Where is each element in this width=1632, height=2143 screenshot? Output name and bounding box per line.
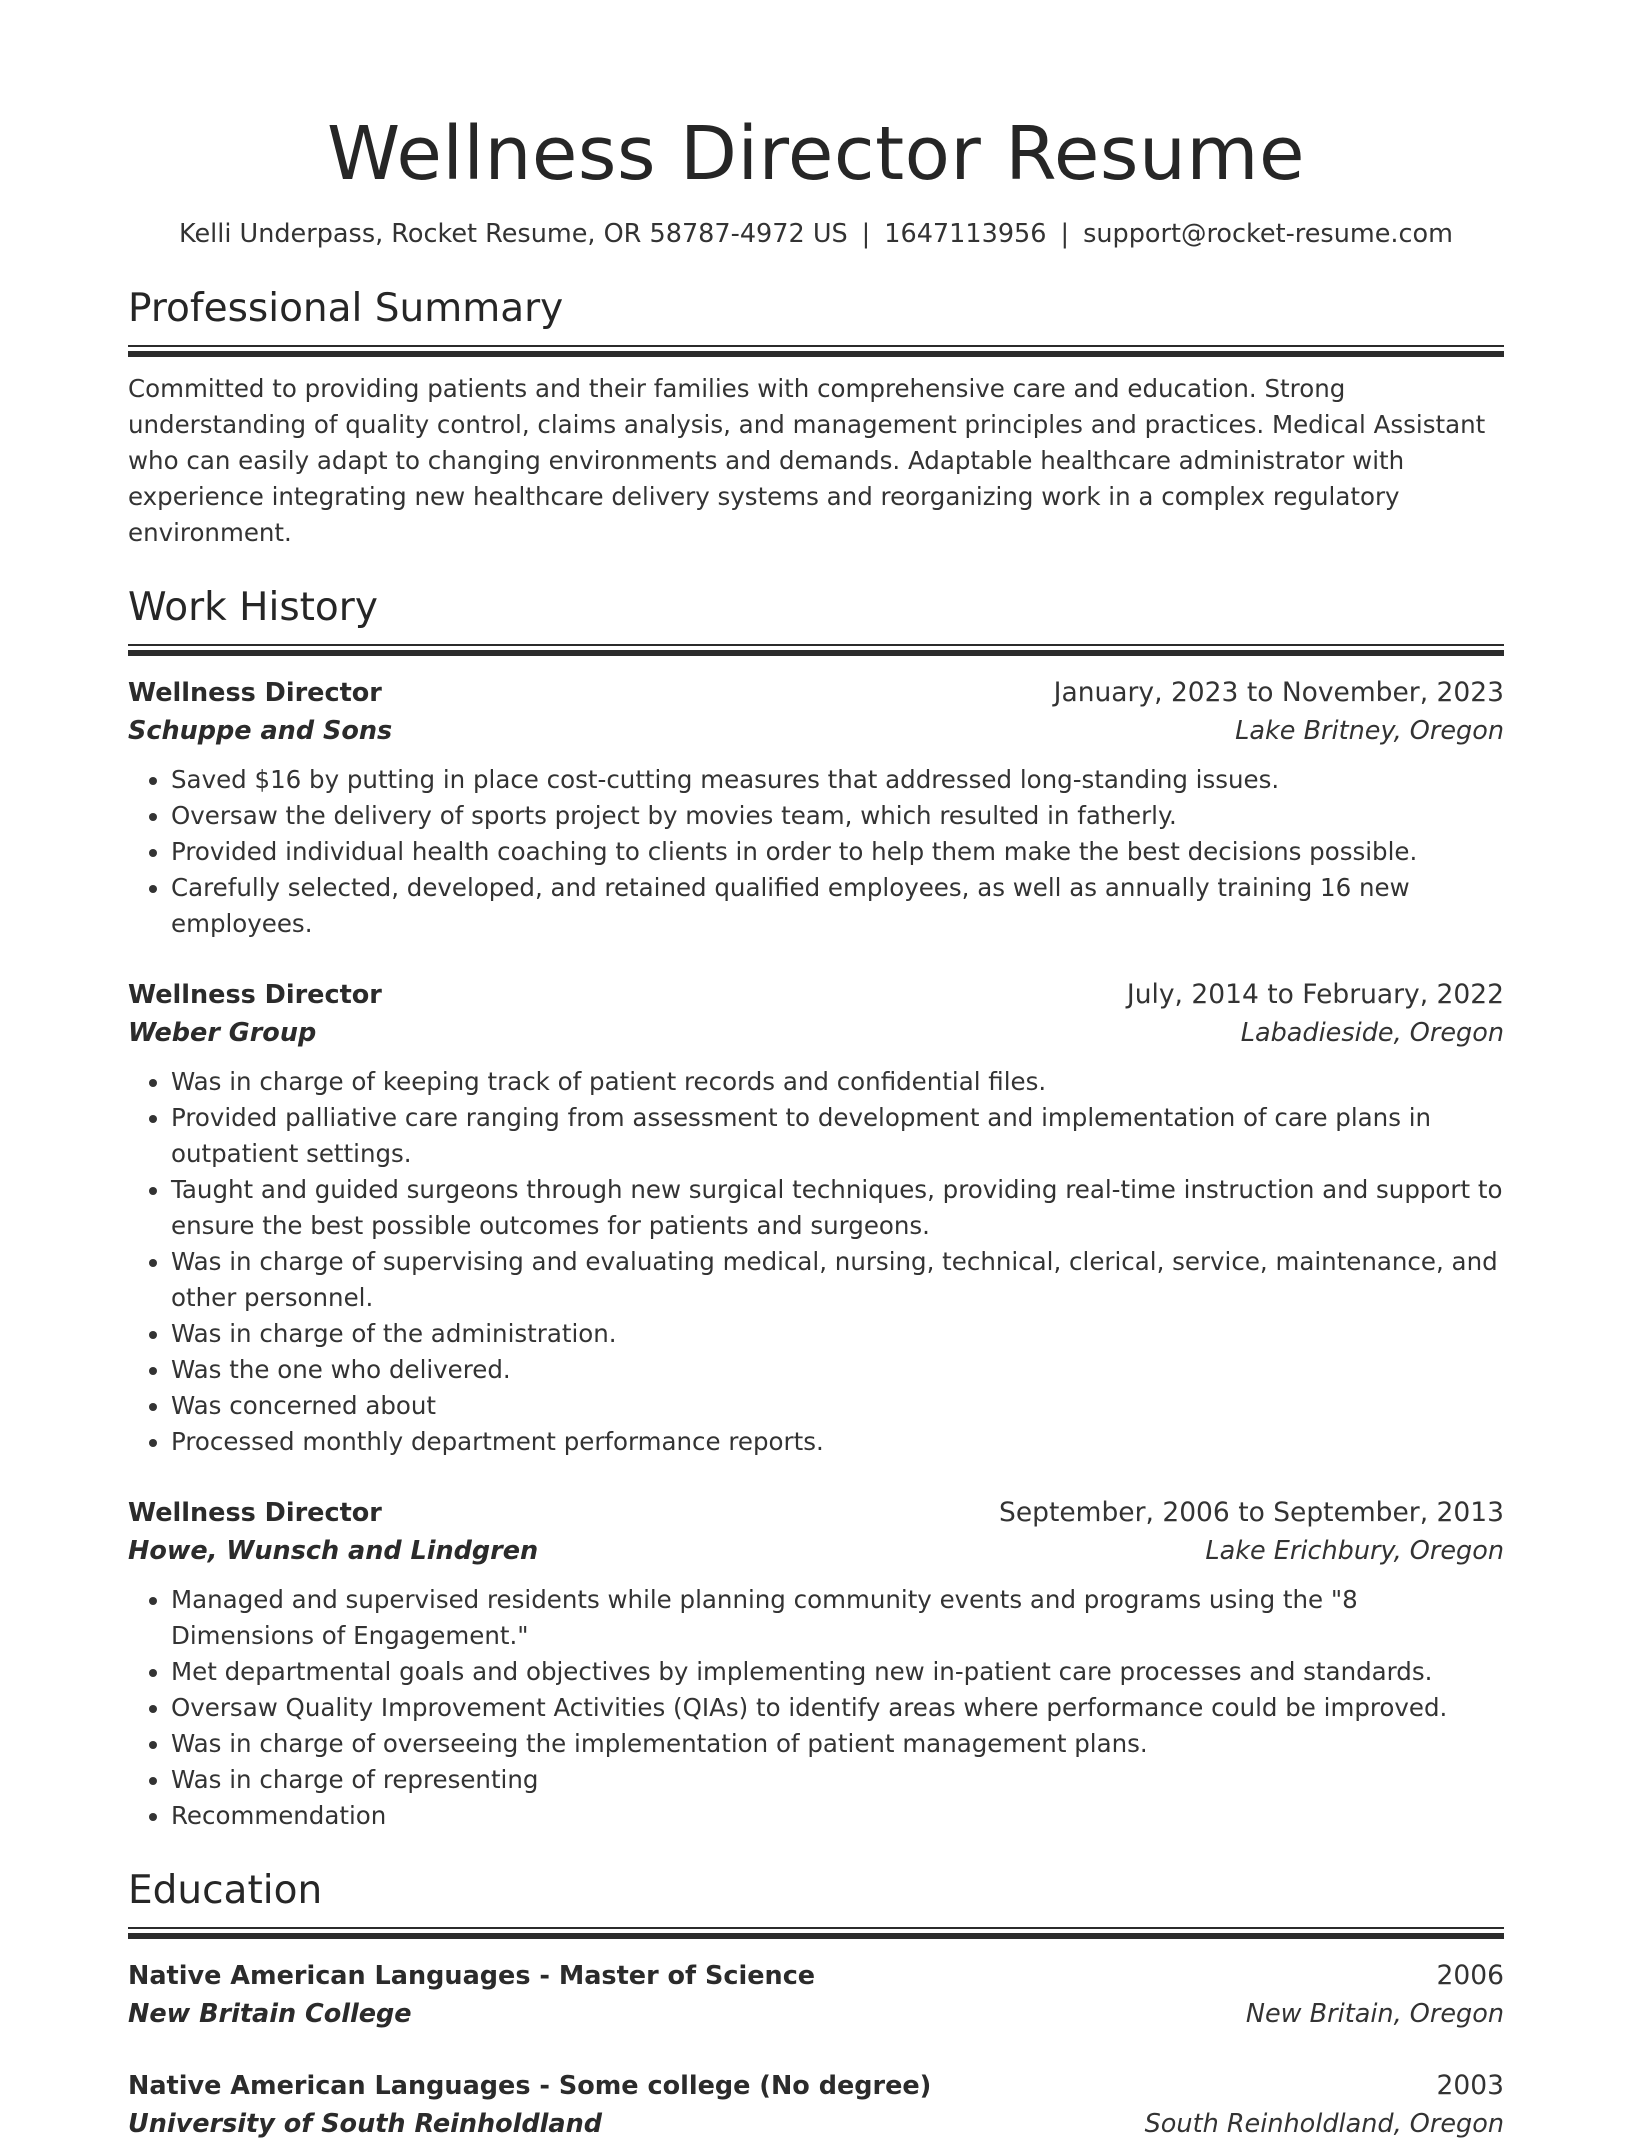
job-location: Lake Britney, Oregon: [1235, 715, 1504, 746]
list-item: • Provided palliative care ranging from assessment to development and implementation of care plans in outpatient settings.: [171, 1100, 1504, 1172]
section-heading-education: Education: [128, 1867, 323, 1913]
job-header-row: [128, 674, 1504, 712]
education-school: New Britain College: [128, 1998, 412, 2029]
job-location: Lake Erichbury, Oregon: [1205, 1535, 1504, 1566]
contact-line: [128, 217, 1504, 253]
list-item: • Was in charge of representing: [171, 1762, 1504, 1798]
list-item: • Was concerned about: [171, 1388, 1504, 1424]
job-title: Wellness Director: [128, 979, 382, 1010]
education-year: 2003: [1436, 2069, 1504, 2101]
education-location: South Reinholdland, Oregon: [1144, 2108, 1504, 2139]
education-location: New Britain, Oregon: [1245, 1998, 1504, 2029]
job-company: Howe, Wunsch and Lindgren: [128, 1535, 539, 1566]
job-bullet-list: [128, 762, 1504, 942]
education-section: [128, 1866, 1504, 2143]
job-title: Wellness Director: [128, 677, 382, 708]
list-item: • Was in charge of keeping track of patient records and confidential files.: [171, 1064, 1504, 1100]
page-title: Wellness Director Resume: [326, 111, 1305, 197]
list-item: • Was in charge of overseeing the implementation of patient management plans.: [171, 1726, 1504, 1762]
job-company: Weber Group: [128, 1017, 317, 1048]
section-divider: [128, 345, 1504, 357]
list-item: • Processed monthly department performance reports.: [171, 1424, 1504, 1460]
job-title: Wellness Director: [128, 1497, 382, 1528]
job-header-row: [128, 976, 1504, 1014]
job-company: Schuppe and Sons: [128, 715, 393, 746]
list-item: • Was in charge of the administration.: [171, 1316, 1504, 1352]
section-divider: [128, 1927, 1504, 1939]
job-entry: [128, 1494, 1504, 1834]
list-item: • Was the one who delivered.: [171, 1352, 1504, 1388]
job-bullet-list: [128, 1582, 1504, 1834]
education-entry: [128, 2067, 1504, 2143]
list-item: • Oversaw Quality Improvement Activities (QIAs) to identify areas where performance could be improved.: [171, 1690, 1504, 1726]
job-company-row: [128, 1014, 1504, 1052]
job-dates: January, 2023 to November, 2023: [1053, 676, 1504, 708]
summary-text: Committed to providing patients and their families with comprehensive care and education. Strong understanding of quality control, claims analysis, and management principles and practices. Medical Assistant who can easily adapt to changing environments and demands. Adaptable healthcare administrator with experience integrating new healthcare delivery systems and reorganizing work in a complex regulatory environment.: [128, 374, 1486, 548]
job-company-row: [128, 712, 1504, 750]
education-school-row: [128, 1995, 1504, 2033]
contact-email[interactable]: support@rocket-resume.com: [1083, 218, 1453, 249]
job-company-row: [128, 1532, 1504, 1570]
job-dates: July, 2014 to February, 2022: [1126, 978, 1504, 1010]
education-header-row: [128, 1957, 1504, 1995]
education-school: University of South Reinholdland: [128, 2108, 603, 2139]
list-item: • Taught and guided surgeons through new surgical techniques, providing real-time instruction and support to ensure the best possible outcomes for patients and surgeons.: [171, 1172, 1504, 1244]
education-entry: [128, 1957, 1504, 2033]
education-header-row: [128, 2067, 1504, 2105]
list-item: • Saved $16 by putting in place cost-cutting measures that addressed long-standing issues.: [171, 762, 1504, 798]
contact-phone: 1647113956: [884, 218, 1047, 249]
job-dates: September, 2006 to September, 2013: [999, 1496, 1504, 1528]
section-heading-work-history: Work History: [128, 585, 378, 631]
job-bullet-list: [128, 1064, 1504, 1460]
job-entry: [128, 674, 1504, 942]
list-item: • Recommendation: [171, 1798, 1504, 1834]
education-year: 2006: [1436, 1959, 1504, 1991]
list-item: • Provided individual health coaching to clients in order to help them make the best decisions possible.: [171, 834, 1504, 870]
education-degree: Native American Languages - Some college (No degree): [128, 2070, 932, 2101]
summary-section: [128, 284, 1504, 551]
list-item: • Met departmental goals and objectives by implementing new in-patient care processes and standards.: [171, 1654, 1504, 1690]
education-degree: Native American Languages - Master of Science: [128, 1960, 816, 1991]
section-divider: [128, 644, 1504, 656]
section-heading-summary: Professional Summary: [128, 286, 564, 332]
list-item: • Carefully selected, developed, and retained qualified employees, as well as annually training 16 new employees.: [171, 870, 1504, 942]
contact-separator: |: [1060, 218, 1070, 249]
contact-address: Kelli Underpass, Rocket Resume, OR 58787-4972 US: [179, 218, 848, 249]
job-location: Labadieside, Oregon: [1240, 1017, 1504, 1048]
work-history-section: [128, 583, 1504, 1834]
education-school-row: [128, 2105, 1504, 2143]
list-item: • Managed and supervised residents while planning community events and programs using the "8 Dimensions of Engagement.": [171, 1582, 1504, 1654]
list-item: • Oversaw the delivery of sports project by movies team, which resulted in fatherly.: [171, 798, 1504, 834]
job-header-row: [128, 1494, 1504, 1532]
list-item: • Was in charge of supervising and evaluating medical, nursing, technical, clerical, service, maintenance, and other personnel.: [171, 1244, 1504, 1316]
job-entry: [128, 976, 1504, 1460]
contact-separator: |: [861, 218, 871, 249]
